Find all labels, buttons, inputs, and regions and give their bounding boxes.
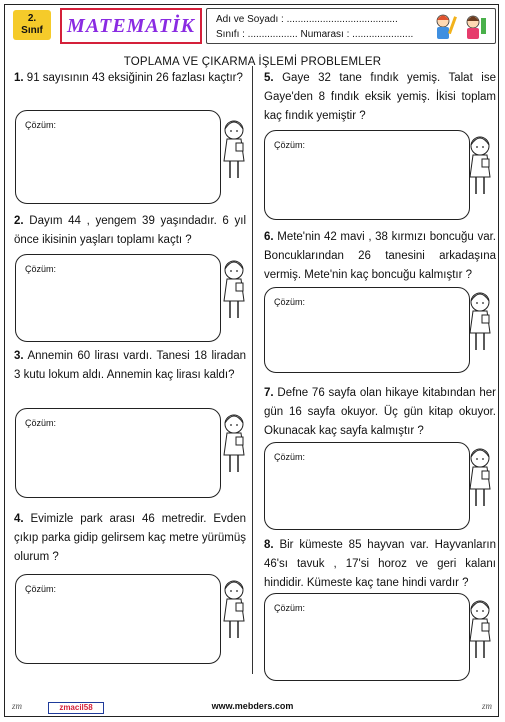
question-number: 5. [264, 72, 274, 84]
kids-illustration-icon [429, 12, 489, 42]
solution-label: Çözüm: [25, 418, 57, 428]
question-5 [264, 69, 496, 126]
question-number: 4. [14, 513, 24, 525]
girl-with-cup-icon [216, 118, 252, 184]
solution-box-3[interactable] [15, 408, 221, 498]
corner-mark-right: zm [481, 701, 492, 711]
student-class-line: Sınıfı : .................. Numarası : ...................... [216, 29, 414, 40]
column-divider [252, 66, 253, 674]
grade-number: 2. [27, 13, 37, 24]
question-text: Mete'nin 42 mavi , 38 kırmızı boncuğu var. Boncuklarından 26 tanesini arkadaşına vermiş. Mete'nin kaç boncuğu kalmıştır ? [264, 231, 496, 281]
solution-box-6[interactable] [264, 287, 470, 373]
question-number: 3. [14, 350, 24, 362]
question-4 [14, 510, 246, 567]
subject-title: MATEMATİK [60, 8, 202, 44]
question-text: Defne 76 sayfa olan hikaye kitabından her gün 16 sayfa okuyor. Üç gün kitap okuyor. Okunacak kaç sayfa kalmıştır ? [264, 387, 496, 437]
solution-label: Çözüm: [25, 584, 57, 594]
footer-website-link[interactable]: www.mebders.com [211, 701, 294, 711]
question-text: 91 sayısının 43 eksiğinin 26 fazlası kaçtır? [26, 72, 243, 84]
solution-label: Çözüm: [274, 297, 306, 307]
solution-box-2[interactable] [15, 254, 221, 342]
question-7 [264, 384, 496, 441]
question-8 [264, 536, 496, 593]
girl-with-cup-icon [462, 134, 498, 200]
solution-box-4[interactable] [15, 574, 221, 664]
girl-with-cup-icon [462, 446, 498, 512]
question-number: 2. [14, 215, 24, 227]
question-number: 6. [264, 231, 274, 243]
solution-box-7[interactable] [264, 442, 470, 530]
girl-with-cup-icon [462, 598, 498, 664]
girl-with-cup-icon [216, 412, 252, 478]
solution-box-8[interactable] [264, 593, 470, 681]
student-info-box [206, 8, 496, 44]
girl-with-cup-icon [216, 258, 252, 324]
question-number: 7. [264, 387, 274, 399]
solution-label: Çözüm: [274, 603, 306, 613]
question-text: Bir kümeste 85 hayvan var. Hayvanların 46'sı tavuk , 17'si horoz ve geri kalanı hindidir. Kümeste kaç tane hindi vardır ? [264, 539, 496, 589]
solution-label: Çözüm: [25, 120, 57, 130]
solution-label: Çözüm: [274, 140, 306, 150]
question-text: Gaye 32 tane fındık yemiş. Talat ise Gaye'den 8 fındık eksik yemiş. İkisi toplam kaç fındık yemiştir ? [264, 72, 496, 122]
worksheet-title: TOPLAMA VE ÇIKARMA İŞLEMİ PROBLEMLER [123, 56, 382, 68]
student-name-line: Adı ve Soyadı : ........................................ [216, 14, 398, 25]
question-number: 1. [14, 72, 24, 84]
question-2 [14, 212, 246, 250]
grade-label: Sınıf [21, 25, 43, 36]
girl-with-cup-icon [462, 290, 498, 356]
grade-badge [13, 10, 51, 40]
question-3 [14, 347, 246, 385]
girl-with-cup-icon [216, 578, 252, 644]
question-text: Dayım 44 , yengem 39 yaşındadır. 6 yıl önce ikisinin yaşları toplamı kaçtı ? [14, 215, 246, 246]
question-number: 8. [264, 539, 274, 551]
document-code: zmacil58 [48, 702, 104, 714]
solution-label: Çözüm: [274, 452, 306, 462]
question-6 [264, 228, 496, 285]
solution-label: Çözüm: [25, 264, 57, 274]
solution-box-5[interactable] [264, 130, 470, 220]
solution-box-1[interactable] [15, 110, 221, 204]
question-1 [14, 69, 246, 88]
question-text: Annemin 60 lirası vardı. Tanesi 18 liradan 3 kutu lokum aldı. Annemin kaç lirası kaldı? [14, 350, 247, 381]
corner-mark-left: zm [11, 701, 22, 711]
question-text: Evimizle park arası 46 metredir. Evden çıkıp parka gidip gelirsem kaç metre yürümüş olurum ? [14, 513, 246, 563]
